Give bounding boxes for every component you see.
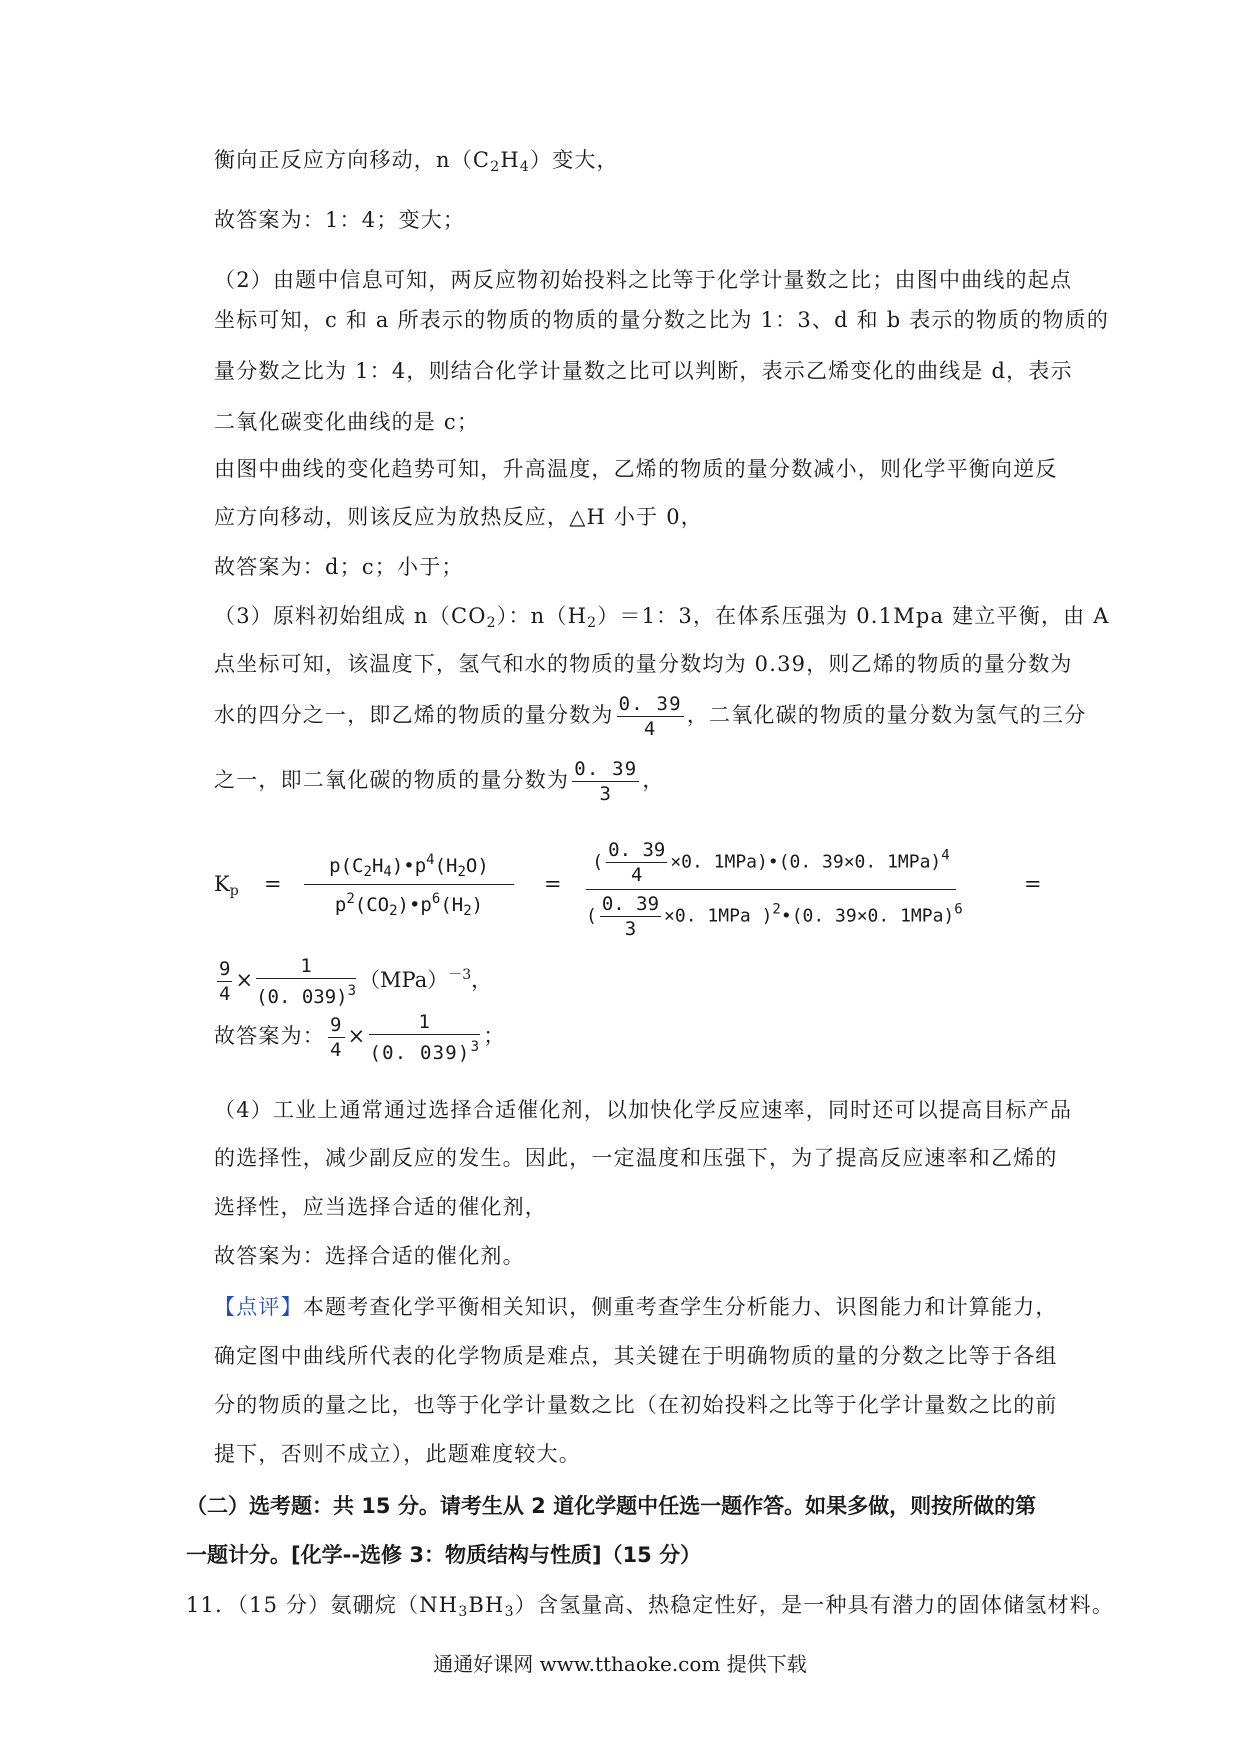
text-segment: ）变大， (529, 148, 619, 172)
equals-sign: = (1024, 872, 1042, 896)
question-11 (186, 1591, 1114, 1626)
fraction-0.39-over-4 (606, 838, 667, 887)
text-segment: 本题考查化学平衡相关知识，侧重考查学生分析能力、识图能力和计算能力， (302, 1295, 1058, 1319)
text-line (214, 602, 1110, 637)
kp-lhs-numerator: $p(C_2H_4)•p^4(H_2O)$ (304, 852, 514, 885)
numerator: 1 (256, 954, 356, 979)
kp-symbol: K (214, 872, 230, 896)
text-line: 故答案为：1：4；变大； (214, 208, 466, 232)
fraction-1-over-0.039-cubed (369, 1010, 480, 1065)
review-line (214, 1293, 1058, 1321)
kp-rhs-fraction (586, 838, 963, 941)
text-line: 分的物质的量之比，也等于化学计量数之比（在初始投料之比等于化学计量数之比的前 (214, 1393, 1058, 1417)
text-line: 量分数之比为 1：4，则结合化学计量数之比可以判断，表示乙烯变化的曲线是 d，表示 (214, 359, 1073, 383)
text-line: 二氧化碳变化曲线的是 c； (214, 410, 480, 434)
denominator: 4 (631, 864, 643, 886)
denominator: 3 (624, 918, 637, 940)
base: (0. 039) (369, 1042, 471, 1064)
text-segment: 11．（15 分）氨硼烷（NH (186, 1593, 459, 1617)
kp-lhs-denominator: $p^2(CO_2)•p^6(H_2)$ (334, 891, 484, 919)
paren: ( (592, 851, 604, 873)
subscript: 3 (504, 1604, 515, 1620)
equals-sign: = (544, 872, 562, 896)
text-segment: 故答案为： (214, 1024, 325, 1048)
text-segment: ； (483, 1024, 506, 1048)
denominator: 4 (643, 718, 657, 740)
text-line: （4）工业上通常通过选择合适催化剂，以加快化学反应速率，同时还可以提高目标产品 (214, 1098, 1073, 1122)
text-line: 由图中曲线的变化趋势可知，升高温度，乙烯的物质的量分数减小，则化学平衡向逆反 (214, 457, 1058, 481)
text-line: 选择性，应当选择合适的催化剂， (214, 1195, 547, 1219)
text-segment: H (500, 148, 520, 172)
text-segment: 衡向正反应方向移动，n（C (214, 148, 491, 172)
text-line: 故答案为：选择合适的催化剂。 (214, 1244, 525, 1268)
text-segment: ，二氧化碳的物质的量分数为氢气的三分 (686, 703, 1087, 727)
subscript: 2 (587, 615, 598, 631)
kp-equation (214, 838, 1054, 938)
subscript: p (229, 883, 239, 899)
text-segment: ）＝1：3，在体系压强为 0.1Mpa 建立平衡，由 A (597, 604, 1110, 628)
superscript: 4 (941, 847, 950, 864)
paren: ( (586, 905, 597, 927)
denominator: 4 (330, 1039, 343, 1061)
superscript: 3 (470, 1039, 481, 1055)
fraction-1-over-0.039-cubed (256, 954, 356, 1009)
text-line: 点坐标可知，该温度下，氢气和水的物质的量分数均为 0.39，则乙烯的物质的量分数为 (214, 652, 1073, 676)
text-segment: 水的四分之一，即乙烯的物质的量分数为 (214, 703, 614, 727)
times-sign: × (235, 968, 254, 992)
numerator: 0. 39 (618, 693, 682, 715)
text-line: （2）由题中信息可知，两反应物初始投料之比等于化学计量数之比；由图中曲线的起点 (214, 268, 1073, 292)
text-segment: ）含氢量高、热稳定性好，是一种具有潜力的固体储氢材料。 (514, 1593, 1115, 1617)
text-line: 故答案为：d；c；小于； (214, 555, 464, 579)
numerator: 0. 39 (574, 758, 638, 780)
superscript: 2 (772, 901, 781, 918)
fraction-0.39-over-4 (617, 692, 684, 741)
numerator: 0. 39 (601, 893, 660, 915)
text-segment: ×0. 1MPa ) (664, 905, 773, 927)
text-segment: •(0. 39×0. 1MPa) (780, 905, 955, 927)
text-segment: BH (468, 1593, 505, 1617)
section-heading: （二）选考题：共 15 分。请考生从 2 道化学题中任选一题作答。如果多做，则按所做的第 (186, 1494, 1037, 1518)
subscript: 3 (458, 1604, 469, 1620)
answer-line (214, 1006, 505, 1066)
text-line (214, 755, 665, 806)
kp-rhs-denominator (586, 890, 963, 941)
text-line: 确定图中曲线所代表的化学物质是难点，其关键在于明确物质的量的分数之比等于各组 (214, 1344, 1058, 1368)
text-line (214, 690, 1086, 741)
text-line: 提下，否则不成立），此题难度较大。 (214, 1442, 581, 1466)
text-segment: 之一，即二氧化碳的物质的量分数为 (214, 768, 570, 792)
denominator: 4 (219, 983, 231, 1005)
denominator: 3 (599, 783, 613, 805)
superscript: 3 (347, 983, 357, 999)
text-line: 坐标可知，c 和 a 所表示的物质的物质的量分数之比为 1：3、d 和 b 表示的物质的物质的 (214, 308, 1110, 332)
text-line: 应方向移动，则该反应为放热反应，△H 小于 0， (214, 505, 703, 529)
denominator (369, 1035, 480, 1065)
numerator: 0. 39 (608, 839, 666, 861)
kp-result-line (214, 945, 492, 1010)
text-segment: ， (471, 968, 493, 992)
subscript: 2 (486, 615, 497, 631)
fraction-0.39-over-3 (572, 757, 639, 806)
fraction-9-over-4 (328, 1013, 345, 1062)
text-segment: ×0. 1MPa)•(0. 39×0. 1MPa) (670, 851, 942, 873)
kp-lhs-fraction (304, 852, 514, 919)
numerator: 9 (330, 1014, 343, 1036)
kp-rhs-numerator (586, 838, 956, 890)
numerator: 9 (219, 958, 231, 980)
base: (0. 039) (256, 986, 348, 1008)
unit: （MPa） (359, 968, 449, 992)
text-line (214, 146, 619, 181)
text-segment: ， (642, 768, 665, 792)
superscript: 6 (954, 901, 963, 918)
subscript: 2 (490, 159, 501, 175)
text-line: 的选择性，减少副反应的发生。因此，一定温度和压强下，为了提高反应速率和乙烯的 (214, 1146, 1058, 1170)
times-sign: × (347, 1024, 367, 1048)
superscript: －3 (448, 967, 472, 983)
page-footer: 通通好课网 www.tthaoke.com 提供下载 (433, 1652, 807, 1676)
fraction-9-over-4 (217, 957, 232, 1006)
text-segment: ）：n（H (496, 604, 588, 628)
text-segment: （3）原料初始组成 n（CO (214, 604, 487, 628)
fraction-0.39-over-3 (600, 892, 661, 941)
kp-label (214, 872, 239, 899)
equals-sign: = (264, 872, 282, 896)
numerator: 1 (369, 1010, 480, 1035)
section-heading: 一题计分。[化学--选修 3：物质结构与性质]（15 分） (186, 1543, 702, 1567)
denominator (256, 979, 356, 1009)
subscript: 4 (519, 159, 530, 175)
review-tag: 【点评】 (214, 1295, 303, 1319)
